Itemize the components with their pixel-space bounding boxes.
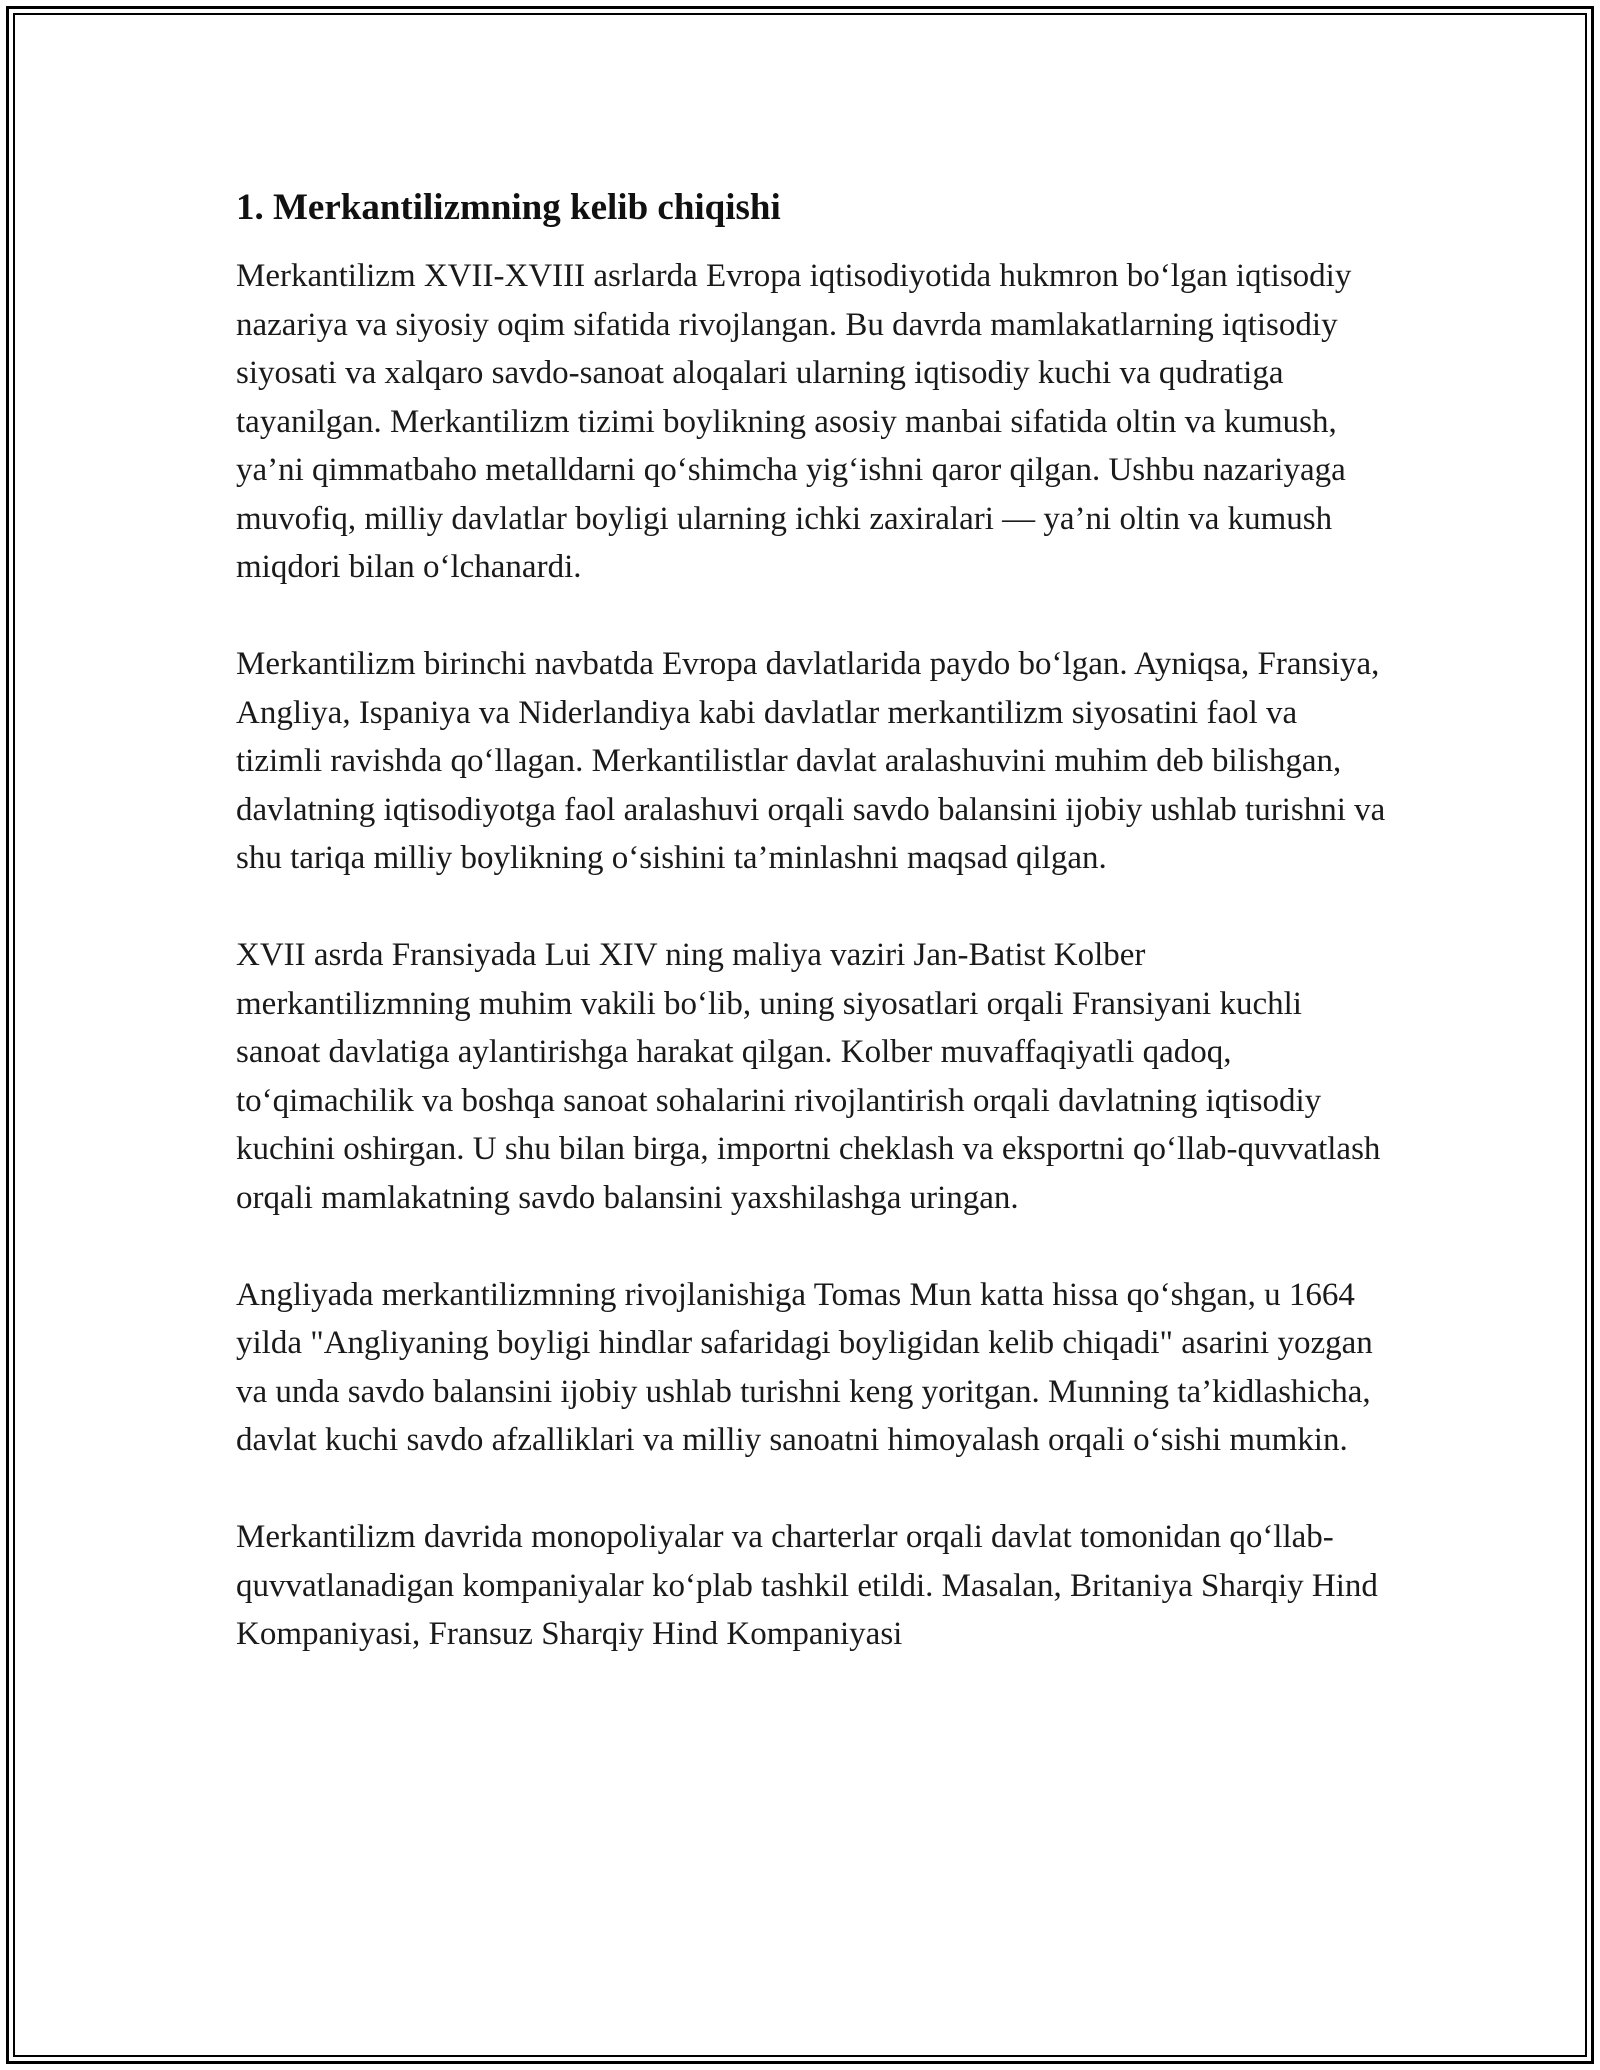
document-body	[236, 184, 1386, 1707]
paragraph-5: Merkantilizm davrida monopoliyalar va charterlar orqali davlat tomonidan qo‘llab-quvvatlanadigan kompaniyalar ko‘plab tashkil etildi. Masalan, Britaniya Sharqiy Hind Kompaniyasi, Fransuz Sharqiy Hind Kompaniyasi	[236, 1519, 1378, 1652]
section-heading: 1. Merkantilizmning kelib chiqishi	[236, 187, 781, 228]
paragraph-3: XVII asrda Fransiyada Lui XIV ning maliya vaziri Jan-Batist Kolber merkantilizmning muhim vakili bo‘lib, uning siyosatlari orqali Fransiyani kuchli sanoat davlatiga aylantirishga harakat qilgan. Kolber muvaffaqiyatli qadoq, to‘qimachilik va boshqa sanoat sohalarini rivojlantirish orqali davlatning iqtisodiy kuchini oshirgan. U shu bilan birga, importni cheklash va eksportni qo‘llab-quvvatlash orqali mamlakatning savdo balansini yaxshilashga uringan.	[236, 937, 1381, 1216]
paragraph-2: Merkantilizm birinchi navbatda Evropa davlatlarida paydo bo‘lgan. Ayniqsa, Fransiya, Angliya, Ispaniya va Niderlandiya kabi davlatlar merkantilizm siyosatini faol va tizimli ravishda qo‘llagan. Merkantilistlar davlat aralashuvini muhim deb bilishgan, davlatning iqtisodiyotga faol aralashuvi orqali savdo balansini ijobiy ushlab turishni va shu tariqa milliy boylikning o‘sishini ta’minlashni maqsad qilgan.	[236, 646, 1386, 876]
paragraph-1: Merkantilizm XVII-XVIII asrlarda Evropa iqtisodiyotida hukmron bo‘lgan iqtisodiy nazariya va siyosiy oqim sifatida rivojlangan. Bu davrda mamlakatlarning iqtisodiy siyosati va xalqaro savdo-sanoat aloqalari ularning iqtisodiy kuchi va qudratiga tayanilgan. Merkantilizm tizimi boylikning asosiy manbai sifatida oltin va kumush, ya’ni qimmatbaho metalldarni qo‘shimcha yig‘ishni qaror qilgan. Ushbu nazariyaga muvofiq, milliy davlatlar boyligi ularning ichki zaxiralari — ya’ni oltin va kumush miqdori bilan o‘lchanardi.	[236, 258, 1352, 585]
paragraph-4: Angliyada merkantilizmning rivojlanishiga Tomas Mun katta hissa qo‘shgan, u 1664 yilda "Angliyaning boyligi hindlar safaridagi boyligidan kelib chiqadi" asarini yozgan va unda savdo balansini ijobiy ushlab turishni keng yoritgan. Munning ta’kidlashicha, davlat kuchi savdo afzalliklari va milliy sanoatni himoyalash orqali o‘sishi mumkin.	[236, 1276, 1373, 1458]
